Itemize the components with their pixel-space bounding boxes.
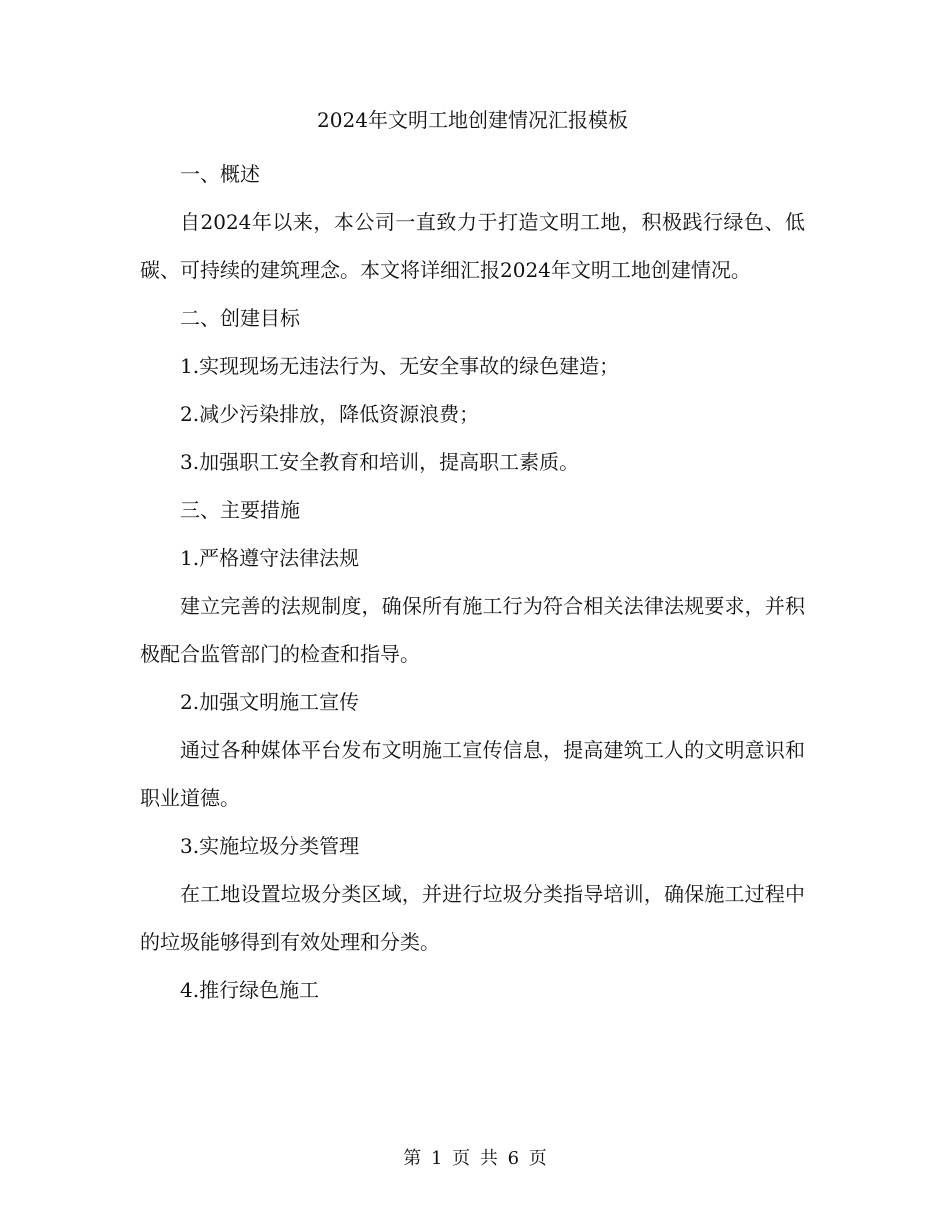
document-body <box>140 150 805 1014</box>
measure-paragraph-3: 在工地设置垃圾分类区域，并进行垃圾分类指导培训，确保施工过程中的垃圾能够得到有效处理和分类。 <box>140 882 805 954</box>
measure-heading-4: 4.推行绿色施工 <box>180 978 320 1002</box>
page-footer: 第 1 页 共 6 页 <box>403 1148 547 1169</box>
goal-item-2: 2.减少污染排放，降低资源浪费； <box>180 402 480 426</box>
paragraph-overview: 自2024年以来，本公司一直致力于打造文明工地，积极践行绿色、低碳、可持续的建筑理念。本文将详细汇报2024年文明工地创建情况。 <box>140 210 805 282</box>
section-heading-overview: 一、概述 <box>180 162 260 186</box>
document-title: 2024年文明工地创建情况汇报模板 <box>317 108 628 132</box>
measure-heading-2: 2.加强文明施工宣传 <box>180 690 360 714</box>
goal-item-3: 3.加强职工安全教育和培训，提高职工素质。 <box>180 450 580 474</box>
section-heading-goals: 二、创建目标 <box>180 306 300 330</box>
goal-item-1: 1.实现现场无违法行为、无安全事故的绿色建造； <box>180 354 620 378</box>
section-heading-measures: 三、主要措施 <box>180 498 300 522</box>
measure-heading-1: 1.严格遵守法律法规 <box>180 546 360 570</box>
measure-paragraph-2: 通过各种媒体平台发布文明施工宣传信息，提高建筑工人的文明意识和职业道德。 <box>140 738 805 810</box>
measure-paragraph-1: 建立完善的法规制度，确保所有施工行为符合相关法律法规要求，并积极配合监管部门的检查和指导。 <box>140 594 805 666</box>
measure-heading-3: 3.实施垃圾分类管理 <box>180 834 360 858</box>
